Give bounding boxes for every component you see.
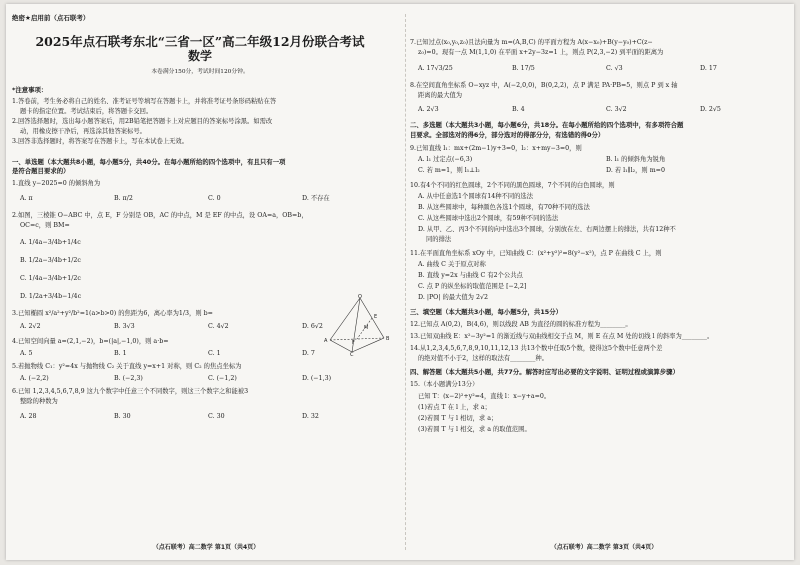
question-4-options [12, 349, 396, 358]
option: C. 4√2 [208, 323, 229, 330]
option: A. 5 [20, 350, 33, 357]
question-6-options [12, 412, 396, 421]
question-11: 11.在平面直角坐标系 xOy 中，已知曲线 C：(x²+y²)²=8(y²−x²)，点 P 在曲线 C 上，则 [410, 250, 662, 257]
fig-label: M [364, 325, 369, 331]
option: B. 17/5 [512, 65, 535, 72]
exam-sheet [6, 4, 794, 560]
section2-heading-cont: 目要求。全部选对的得6分，部分选对的得部分分，有选错的得0分） [410, 131, 605, 139]
option: A. 1/4a−3/4b+1/4c [20, 239, 81, 246]
fig-label: C [350, 352, 354, 356]
question-6-cont: 整除的种数为 [20, 398, 58, 405]
exam-info: 本卷满分150分，考试时间120分钟。 [151, 69, 249, 75]
option: A. 28 [20, 413, 37, 420]
option: B. 30 [114, 413, 131, 420]
fig-label: O [358, 294, 362, 300]
question-14: 14.从1,2,3,4,5,6,7,8,9,10,11,12,13 共13个数中任取5个数，使得这5个数中任意两个差 [410, 345, 663, 352]
option: A. 17√3/25 [418, 65, 453, 72]
question-3: 3.已知椭圆 x²/a²+y²/b²=1(a>b>0) 的焦距为6，离心率为1/3，则 b= [12, 310, 213, 317]
option: D. 6√2 [302, 323, 323, 330]
question-8-options [410, 105, 794, 114]
question-9: 9.已知直线 l₁：mx+(2m−1)y+3=0，l₂：x+my−3=0，则 [410, 145, 582, 152]
question-1: 1.直线 y−2025=0 的倾斜角为 [12, 180, 101, 187]
option: D. 32 [302, 413, 319, 420]
option: C. √3 [606, 65, 623, 72]
option: D. 7 [302, 350, 315, 357]
question-14-cont: 的绝对值不小于2，这样的取法有________种。 [418, 355, 548, 362]
option: B. 直线 y=2x 与曲线 C 有2个公共点 [418, 272, 523, 279]
section1-heading-cont: 是符合题目要求的） [12, 167, 70, 175]
exam-title: 2025年点石联考东北“三省一区”高二年级12月份联合考试 [35, 34, 365, 49]
option: A. π [20, 195, 33, 202]
question-7-cont: z₀)=0。现有一点 M(1,1,0) 在平面 x+2y−3z=1 上，则点 P(2,3,−2) 到平面的距离为 [418, 49, 664, 56]
fig-label: E [374, 314, 378, 320]
fig-label: B [386, 336, 390, 342]
notice-line: 1.答卷前，考生务必将自己的姓名、准考证号等填写在答题卡上，并将准考证号条形码粘贴在答 [12, 98, 277, 105]
confidential-header: 绝密★启用前（点石联考） [12, 14, 90, 22]
page-footer-left: （点石联考）高二数学 第1页（共4页） [152, 544, 260, 551]
section3-heading: 三、填空题（本大题共3小题，每小题5分，共15分） [410, 308, 562, 316]
notice-line: 3.回答非选择题时，将答案写在答题卡上，写在本试卷上无效。 [12, 138, 189, 145]
question-6: 6.已知 1,2,3,4,5,6,7,8,9 这九个数字中任意三个不同数字，则这三个数字之和能被3 [12, 388, 249, 395]
page-footer-right: （点石联考）高二数学 第3页（共4页） [550, 544, 658, 551]
option: C. 0 [208, 195, 221, 202]
option: B. 3√3 [114, 323, 135, 330]
option: A. (−2,2) [20, 375, 49, 382]
option: D. (−1,3) [302, 375, 332, 382]
option: C. 从这些圆球中选出2个圆球，有59种不同的选法 [418, 215, 559, 222]
section1-heading: 一、单选题（本大题共8小题，每小题5分，共40分。在每小题所给的四个选项中，有且只有一项 [12, 158, 286, 166]
question-7: 7.已知过点(x₀,y₀,z₀)且法向量为 m=(A,B,C) 的平面方程为 A(x−x₀)+B(y−y₀)+C(z− [410, 39, 653, 46]
notice-title: *注意事项： [12, 86, 48, 94]
option-cont: 同的排法 [426, 236, 452, 243]
option: D. 若 l₁∥l₂，则 m=0 [606, 167, 665, 174]
question-2: 2.如图，三棱锥 O−ABC 中，点 E，F 分别是 OB，AC 的中点，M 是 EF 的中点，设 OA=a，OB=b， [12, 212, 308, 219]
question-9-options-row2 [410, 166, 794, 175]
section4-heading: 四、解答题（本大题共5小题，共77分。解答时应写出必要的文字说明、证明过程或演算步骤） [410, 368, 679, 376]
notice-line: 题卡的指定位置。考试结束后，将答题卡交回。 [20, 108, 153, 115]
question-3-options [12, 322, 396, 331]
option: D. |PO| 的最大值为 2√2 [418, 294, 488, 301]
page-right [410, 4, 798, 560]
question-5-options [12, 374, 396, 383]
question-15-line: (3)若圆 T 与 l 相交，求 a 的取值范围。 [418, 426, 531, 433]
option: A. 从中任意选1个圆球有14种不同的选法 [418, 193, 534, 200]
fig-label: A [324, 338, 328, 344]
option: C. (−1,2) [208, 375, 237, 382]
option: C. 30 [208, 413, 225, 420]
section2-heading: 二、多选题（本大题共3小题，每小题6分，共18分。在每小题所给的四个选项中，有多项符合题 [410, 121, 684, 129]
page-divider [405, 14, 406, 550]
question-8: 8.在空间直角坐标系 O−xyz 中，A(−2,0,0)，B(0,2,2)，点 P 满足 PA·PB=5，则点 P 到 x 轴 [410, 82, 678, 89]
question-12: 12.已知点 A(0,2)，B(4,6)，则以线段 AB 为直径的圆的标准方程为________。 [410, 321, 632, 328]
question-15-line: 已知 T：(x−2)²+y²=4，直线 l：x−y+a=0。 [418, 393, 551, 400]
question-13: 13.已知双曲线 E：x²−3y²=1 的渐近线与双曲线相交于点 M，则 E 在点 M 处的切线 l 的斜率为________。 [410, 333, 714, 340]
question-15-line: (2)若圆 T 与 l 相切，求 a； [418, 415, 498, 422]
question-15: 15.（本小题满分13分） [410, 381, 479, 388]
question-5: 5.若抛物线 C₁：y²=4x 与抛物线 C₂ 关于直线 y=x+1 对称，则 C₂ 的焦点坐标为 [12, 363, 242, 370]
option: D. 不存在 [302, 195, 330, 202]
exam-subject: 数学 [187, 49, 212, 63]
option: A. 2√2 [20, 323, 41, 330]
option: D. 从甲、乙、丙3个不同的向中选出3个圆球，分别放在左、右两边摆上的排法，共有12种不 [418, 226, 676, 233]
option: C. 点 P 的纵坐标的取值范围是 [−2,2] [418, 283, 527, 290]
question-2-cont: OC=c，则 BM= [20, 222, 70, 229]
question-15-line: (1)若点 T 在 l 上，求 a； [418, 404, 491, 411]
page-left [12, 4, 400, 560]
notice-line: 动，用橡皮擦干净后，再选涂其他答案标号。 [20, 128, 146, 135]
question-9-options-row1 [410, 155, 794, 164]
option: A. 曲线 C 关于原点对称 [418, 261, 486, 268]
option: B. l₁ 的倾斜角为锐角 [606, 156, 666, 163]
option: D. 1/2a+3/4b−1/4c [20, 293, 82, 300]
option: B. 1 [114, 350, 127, 357]
option: B. (−2,3) [114, 375, 143, 382]
option: A. 2√3 [418, 106, 439, 113]
question-4: 4.已知空间向量 a=(2,1,−2)，b=(|a|,−1,0)，则 a·b= [12, 338, 169, 345]
fig-label: F [352, 340, 355, 346]
option: A. l₁ 过定点(−6,3) [418, 156, 473, 163]
option: C. 3√2 [606, 106, 627, 113]
question-10: 10.有4个不同的红色圆球，2个不同的黑色圆球，7个不同的白色圆球，则 [410, 182, 615, 189]
option: D. 2√5 [700, 106, 721, 113]
question-8-cont: 距离的最大值为 [418, 92, 463, 99]
option: C. 若 m=1，则 l₁⊥l₂ [418, 167, 480, 174]
option: C. 1/4a−3/4b+1/2c [20, 275, 81, 282]
option: B. 4 [512, 106, 525, 113]
question-1-options [12, 194, 396, 203]
notice-line: 2.回答选择题时，选出每小题答案后，用2B铅笔把答题卡上对应题目的答案标号涂黑。如需改 [12, 118, 273, 125]
option: B. 1/2a−3/4b+1/2c [20, 257, 81, 264]
option: C. 1 [208, 350, 221, 357]
option: B. 从这些圆球中，每种颜色各选1个圆球，有70种不同的选法 [418, 204, 590, 211]
option: D. 17 [700, 65, 717, 72]
option: B. π/2 [114, 195, 133, 202]
question-7-options [410, 64, 794, 73]
